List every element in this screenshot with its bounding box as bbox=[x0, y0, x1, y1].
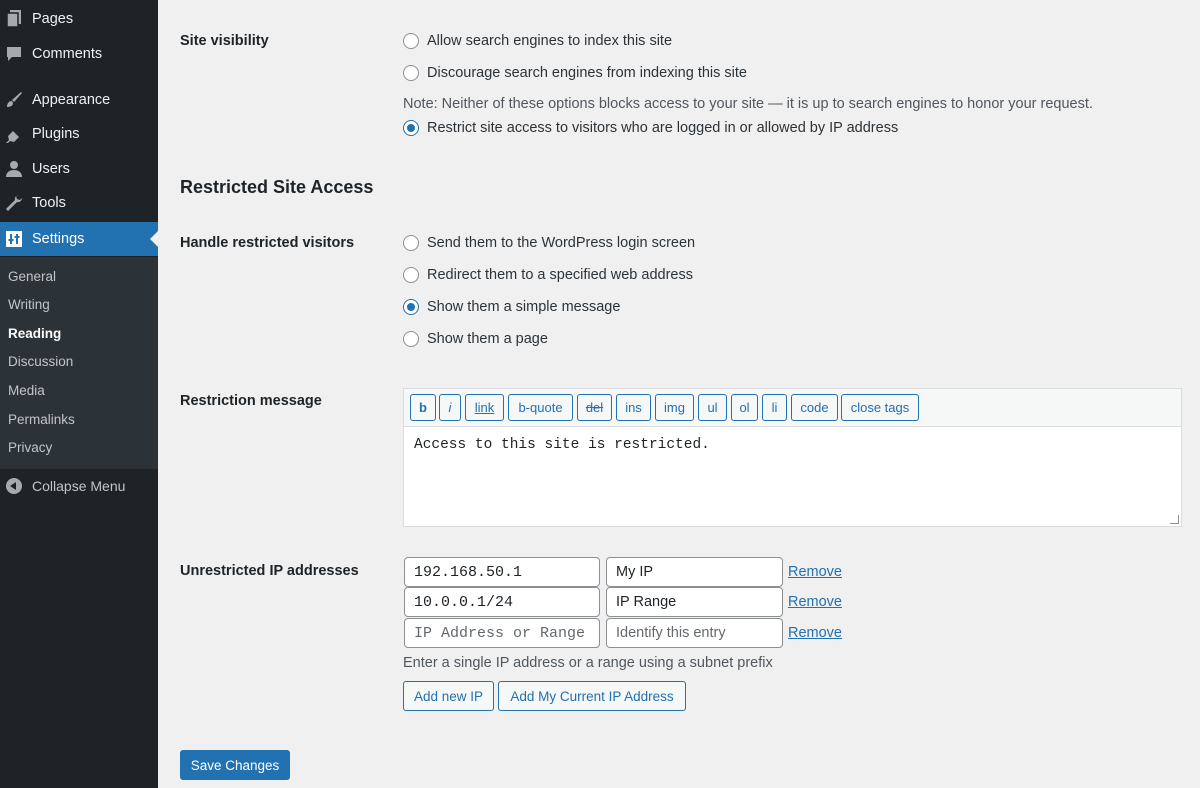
quicktag-link-button[interactable]: link bbox=[465, 394, 504, 421]
quicktag-ul-button[interactable]: ul bbox=[698, 394, 727, 421]
radio-login-screen[interactable] bbox=[403, 235, 695, 251]
submenu-item-discussion[interactable]: Discussion bbox=[8, 354, 74, 369]
menu-item-users[interactable] bbox=[0, 152, 158, 186]
collapse-arrow-icon bbox=[6, 478, 22, 494]
menu-label: Users bbox=[32, 161, 70, 177]
quicktag-close-tags-button[interactable]: close tags bbox=[841, 394, 919, 421]
radio-label: Redirect them to a specified web address bbox=[427, 267, 693, 283]
quicktag-img-button[interactable]: img bbox=[655, 394, 694, 421]
appearance-icon bbox=[4, 90, 24, 110]
menu-label: Comments bbox=[32, 46, 103, 62]
section-heading: Restricted Site Access bbox=[180, 177, 374, 197]
submenu-item-media[interactable]: Media bbox=[8, 383, 45, 398]
radio-show-page[interactable] bbox=[403, 331, 548, 347]
collapse-menu-button[interactable] bbox=[0, 472, 158, 500]
unrestricted-ip-label: Unrestricted IP addresses bbox=[180, 563, 359, 579]
ip-address-input[interactable]: 10.0.0.1/24 bbox=[404, 587, 600, 617]
add-new-ip-button[interactable]: Add new IP bbox=[403, 681, 494, 711]
radio-simple-message[interactable] bbox=[403, 299, 620, 315]
ip-help-text: Enter a single IP address or a range using a subnet prefix bbox=[403, 655, 773, 671]
add-current-ip-button[interactable]: Add My Current IP Address bbox=[498, 681, 686, 711]
quicktag-ins-button[interactable]: ins bbox=[616, 394, 651, 421]
submenu-item-privacy[interactable]: Privacy bbox=[8, 440, 53, 455]
ip-address-input[interactable]: 192.168.50.1 bbox=[404, 557, 600, 587]
quicktag-italic-button[interactable]: i bbox=[439, 394, 461, 421]
settings-submenu bbox=[0, 257, 158, 469]
tools-icon bbox=[4, 193, 24, 213]
restriction-message-label: Restriction message bbox=[180, 393, 322, 409]
submenu-item-permalinks[interactable]: Permalinks bbox=[8, 412, 75, 427]
collapse-label: Collapse Menu bbox=[32, 478, 126, 494]
radio-label: Restrict site access to visitors who are logged in or allowed by IP address bbox=[427, 120, 899, 136]
resize-handle-icon[interactable] bbox=[1170, 515, 1179, 524]
radio-label: Discourage search engines from indexing this site bbox=[427, 65, 747, 81]
message-editor bbox=[403, 388, 1182, 527]
quicktag-bquote-button[interactable]: b-quote bbox=[508, 394, 573, 421]
save-changes-button[interactable]: Save Changes bbox=[180, 750, 290, 780]
radio-button[interactable] bbox=[403, 235, 419, 251]
comments-icon bbox=[4, 44, 24, 64]
radio-button[interactable] bbox=[403, 65, 419, 81]
menu-item-appearance[interactable] bbox=[0, 83, 158, 117]
new-ip-address-input[interactable]: IP Address or Range bbox=[404, 618, 600, 648]
quicktag-code-button[interactable]: code bbox=[791, 394, 838, 421]
menu-label: Tools bbox=[32, 195, 66, 211]
settings-icon bbox=[4, 229, 24, 249]
quicktags-toolbar bbox=[404, 389, 1181, 427]
remove-ip-link[interactable]: Remove bbox=[788, 594, 842, 610]
pages-icon bbox=[4, 9, 24, 29]
site-visibility-label: Site visibility bbox=[180, 33, 269, 49]
radio-label: Allow search engines to index this site bbox=[427, 33, 673, 49]
radio-restrict-access[interactable] bbox=[403, 120, 898, 136]
menu-item-settings[interactable] bbox=[0, 222, 158, 256]
remove-ip-link[interactable]: Remove bbox=[788, 625, 842, 641]
message-textarea[interactable]: Access to this site is restricted. bbox=[414, 437, 710, 453]
menu-label: Plugins bbox=[32, 126, 80, 142]
radio-discourage-indexing[interactable] bbox=[403, 65, 747, 81]
menu-label: Pages bbox=[32, 11, 74, 27]
radio-button[interactable] bbox=[403, 267, 419, 283]
radio-allow-indexing[interactable] bbox=[403, 33, 672, 49]
quicktag-del-button[interactable]: del bbox=[577, 394, 612, 421]
settings-form bbox=[158, 0, 1200, 788]
admin-sidebar bbox=[0, 0, 158, 788]
menu-label: Settings bbox=[32, 231, 85, 247]
menu-item-comments[interactable] bbox=[0, 37, 158, 71]
plugins-icon bbox=[4, 124, 24, 144]
radio-label: Show them a page bbox=[427, 331, 548, 347]
handle-visitors-label: Handle restricted visitors bbox=[180, 235, 355, 251]
radio-label: Send them to the WordPress login screen bbox=[427, 235, 696, 251]
visibility-note: Note: Neither of these options blocks access to your site — it is up to search engines to honor your request. bbox=[403, 96, 1093, 112]
radio-button[interactable] bbox=[403, 331, 419, 347]
submenu-item-writing[interactable]: Writing bbox=[8, 297, 50, 312]
quicktag-ol-button[interactable]: ol bbox=[731, 394, 758, 421]
menu-item-pages[interactable] bbox=[0, 2, 158, 36]
ip-name-input[interactable]: My IP bbox=[606, 557, 783, 587]
submenu-item-general[interactable]: General bbox=[8, 269, 57, 284]
new-ip-name-input[interactable]: Identify this entry bbox=[606, 618, 783, 648]
menu-item-plugins[interactable] bbox=[0, 117, 158, 151]
remove-ip-link[interactable]: Remove bbox=[788, 564, 842, 580]
menu-item-tools[interactable] bbox=[0, 186, 158, 220]
radio-button-checked[interactable] bbox=[403, 120, 419, 136]
quicktag-li-button[interactable]: li bbox=[762, 394, 787, 421]
menu-label: Appearance bbox=[32, 92, 111, 108]
radio-label: Show them a simple message bbox=[427, 299, 621, 315]
radio-redirect[interactable] bbox=[403, 267, 693, 283]
radio-button-checked[interactable] bbox=[403, 299, 419, 315]
quicktag-bold-button[interactable]: b bbox=[410, 394, 436, 421]
users-icon bbox=[4, 159, 24, 179]
submenu-item-reading[interactable]: Reading bbox=[8, 326, 62, 341]
radio-button[interactable] bbox=[403, 33, 419, 49]
ip-name-input[interactable]: IP Range bbox=[606, 587, 783, 617]
